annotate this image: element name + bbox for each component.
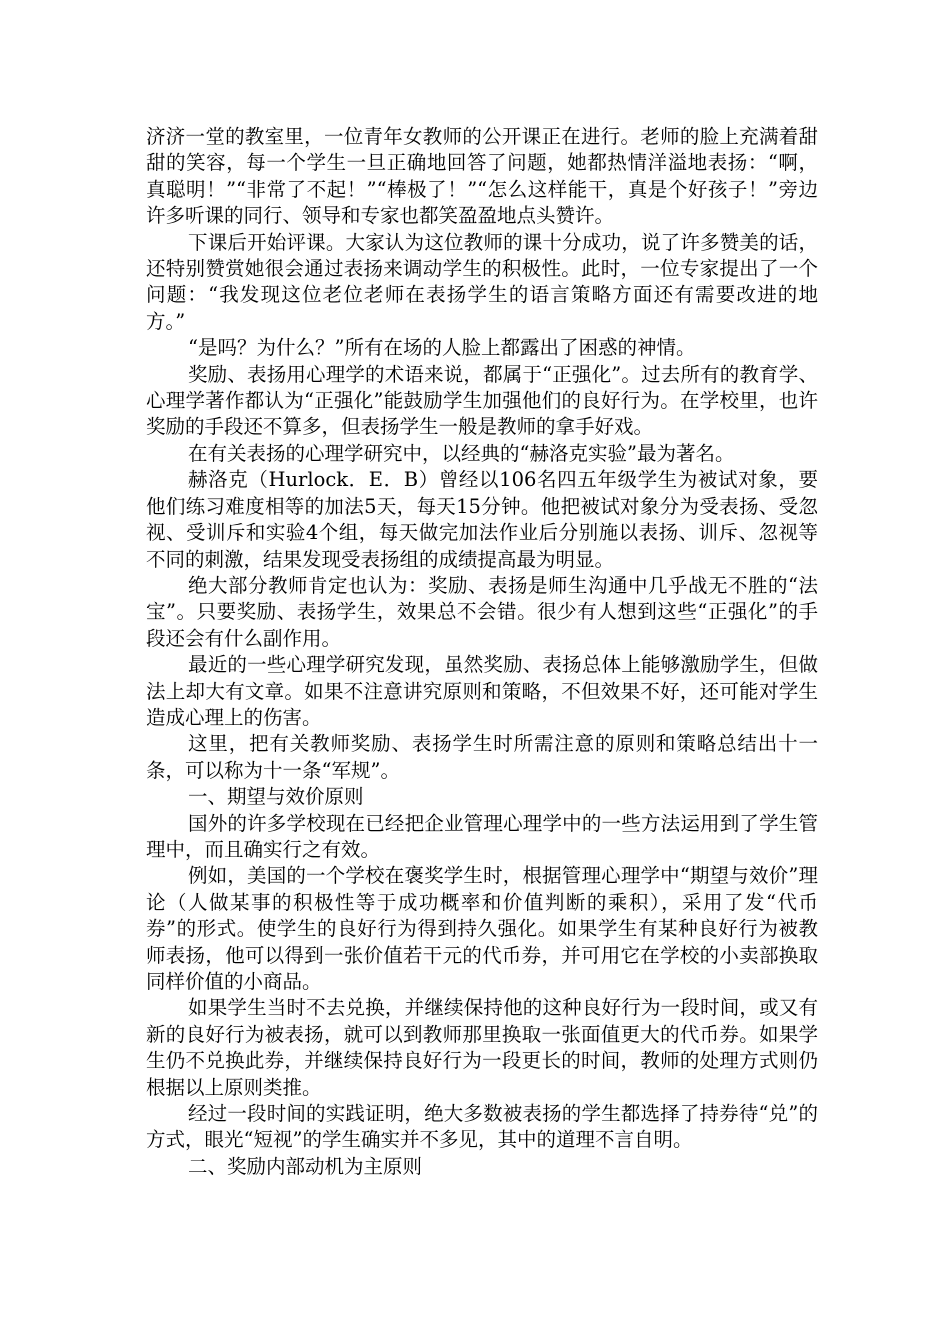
paragraph-hurlock-intro: 在有关表扬的心理学研究中，以经典的“赫洛克实验”最为著名。 [188,441,735,465]
paragraph-foreign-schools: 国外的许多学校现在已经把企业管理心理学中的一些方法运用到了学生管理中，而且确实行之有效。 [146,811,818,861]
paragraph-practice-result: 经过一段时间的实践证明，绝大多数被表扬的学生都选择了持券待“兑”的方式，眼光“短视”的学生确实并不多见，其中的道理不言自明。 [146,1102,818,1152]
paragraph-confusion: “是吗？为什么？”所有在场的人脸上都露出了困惑的神情。 [188,336,696,360]
paragraph-class-review: 下课后开始评课。大家认为这位教师的课十分成功，说了许多赞美的话，还特别赞赏她很会通过表扬来调动学生的积极性。此时，一位专家提出了一个问题：“我发现这位老位老师在表扬学生的语言策略方面还有需要改进的地方。” [146,230,818,333]
paragraph-positive-reinforcement: 奖励、表扬用心理学的术语来说，都属于“正强化”。过去所有的教育学、心理学著作都认为“正强化”能鼓励学生加强他们的良好行为。在学校里，也许奖励的手段还不算多，但表扬学生一般是教师的拿手好戏。 [146,362,818,439]
paragraph-teacher-belief: 绝大部分教师肯定也认为：奖励、表扬是师生沟通中几乎战无不胜的“法宝”。只要奖励、表扬学生，效果总不会错。很少有人想到这些“正强化”的手段还会有什么副作用。 [146,573,818,650]
paragraph-token-continuation: 如果学生当时不去兑换，并继续保持他的这种良好行为一段时间，或又有新的良好行为被表扬，就可以到教师那里换取一张面值更大的代币券。如果学生仍不兑换此券，并继续保持良好行为一段更长的时间，教师的处理方式则仍根据以上原则类推。 [146,996,818,1099]
section-heading-intrinsic-motivation: 二、奖励内部动机为主原则 [188,1154,423,1178]
paragraph-recent-research: 最近的一些心理学研究发现，虽然奖励、表扬总体上能够激励学生，但做法上却大有文章。如果不注意讲究原则和策略，不但效果不好，还可能对学生造成心理上的伤害。 [146,653,818,729]
paragraph-eleven-rules: 这里，把有关教师奖励、表扬学生时所需注意的原则和策略总结出十一条，可以称为十一条“军规”。 [146,732,818,782]
document-body [146,124,818,1180]
paragraph-opening-scene: 济济一堂的教室里，一位青年女教师的公开课正在进行。老师的脸上充满着甜甜的笑容，每一个学生一旦正确地回答了问题，她都热情洋溢地表扬：“啊，真聪明！”“非常了不起！”“棒极了！”“怎么这样能干，真是个好孩子！”旁边许多听课的同行、领导和专家也都笑盈盈地点头赞许。 [146,125,818,228]
paragraph-token-example: 例如，美国的一个学校在褒奖学生时，根据管理心理学中“期望与效价”理论（人做某事的积极性等于成功概率和价值判断的乘积），采用了发“代币券”的形式。使学生的良好行为得到持久强化。如果学生有某种良好行为被教师表扬，他可以得到一张价值若干元的代币券，并可用它在学校的小卖部换取同样价值的小商品。 [146,864,818,993]
section-heading-expectancy-valence: 一、期望与效价原则 [188,785,364,809]
paragraph-hurlock-experiment: 赫洛克（Hurlock．E．B）曾经以106名四五年级学生为被试对象，要他们练习难度相等的加法5天，每天15分钟。他把被试对象分为受表扬、受忽视、受训斥和实验4个组，每天做完加法作业后分别施以表扬、训斥、忽视等不同的刺激，结果发现受表扬组的成绩提高最为明显。 [146,468,818,571]
